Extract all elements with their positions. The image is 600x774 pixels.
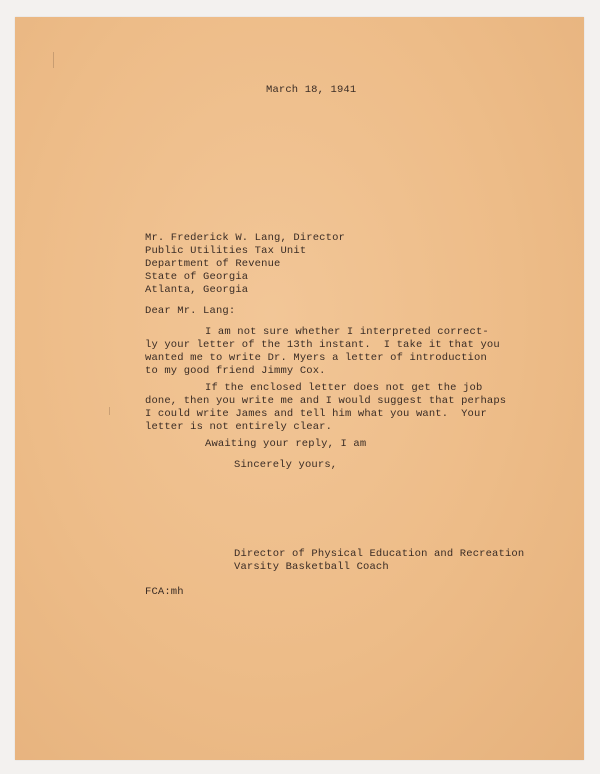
body-line: I could write James and tell him what you want. Your xyxy=(145,408,487,420)
address-line: Atlanta, Georgia xyxy=(145,284,249,296)
body-line: If the enclosed letter does not get the job xyxy=(205,382,483,394)
address-line: Mr. Frederick W. Lang, Director xyxy=(145,232,345,244)
signature-title: Director of Physical Education and Recreation xyxy=(234,548,525,560)
letter-date: March 18, 1941 xyxy=(266,84,357,96)
closing-line: Awaiting your reply, I am xyxy=(205,438,367,450)
body-line: wanted me to write Dr. Myers a letter of introduction xyxy=(145,352,487,364)
body-line: done, then you write me and I would suggest that perhaps xyxy=(145,395,507,407)
address-line: State of Georgia xyxy=(145,271,249,283)
margin-mark xyxy=(109,407,110,415)
body-line: ly your letter of the 13th instant. I take it that you xyxy=(145,339,500,351)
body-line: to my good friend Jimmy Cox. xyxy=(145,365,326,377)
complimentary-close: Sincerely yours, xyxy=(234,459,338,471)
margin-mark xyxy=(53,52,54,68)
reference-initials: FCA:mh xyxy=(145,586,184,598)
address-line: Department of Revenue xyxy=(145,258,281,270)
address-line: Public Utilities Tax Unit xyxy=(145,245,307,257)
body-line: I am not sure whether I interpreted correct- xyxy=(205,326,489,338)
signature-title: Varsity Basketball Coach xyxy=(234,561,389,573)
body-line: letter is not entirely clear. xyxy=(145,421,333,433)
salutation: Dear Mr. Lang: xyxy=(145,305,236,317)
